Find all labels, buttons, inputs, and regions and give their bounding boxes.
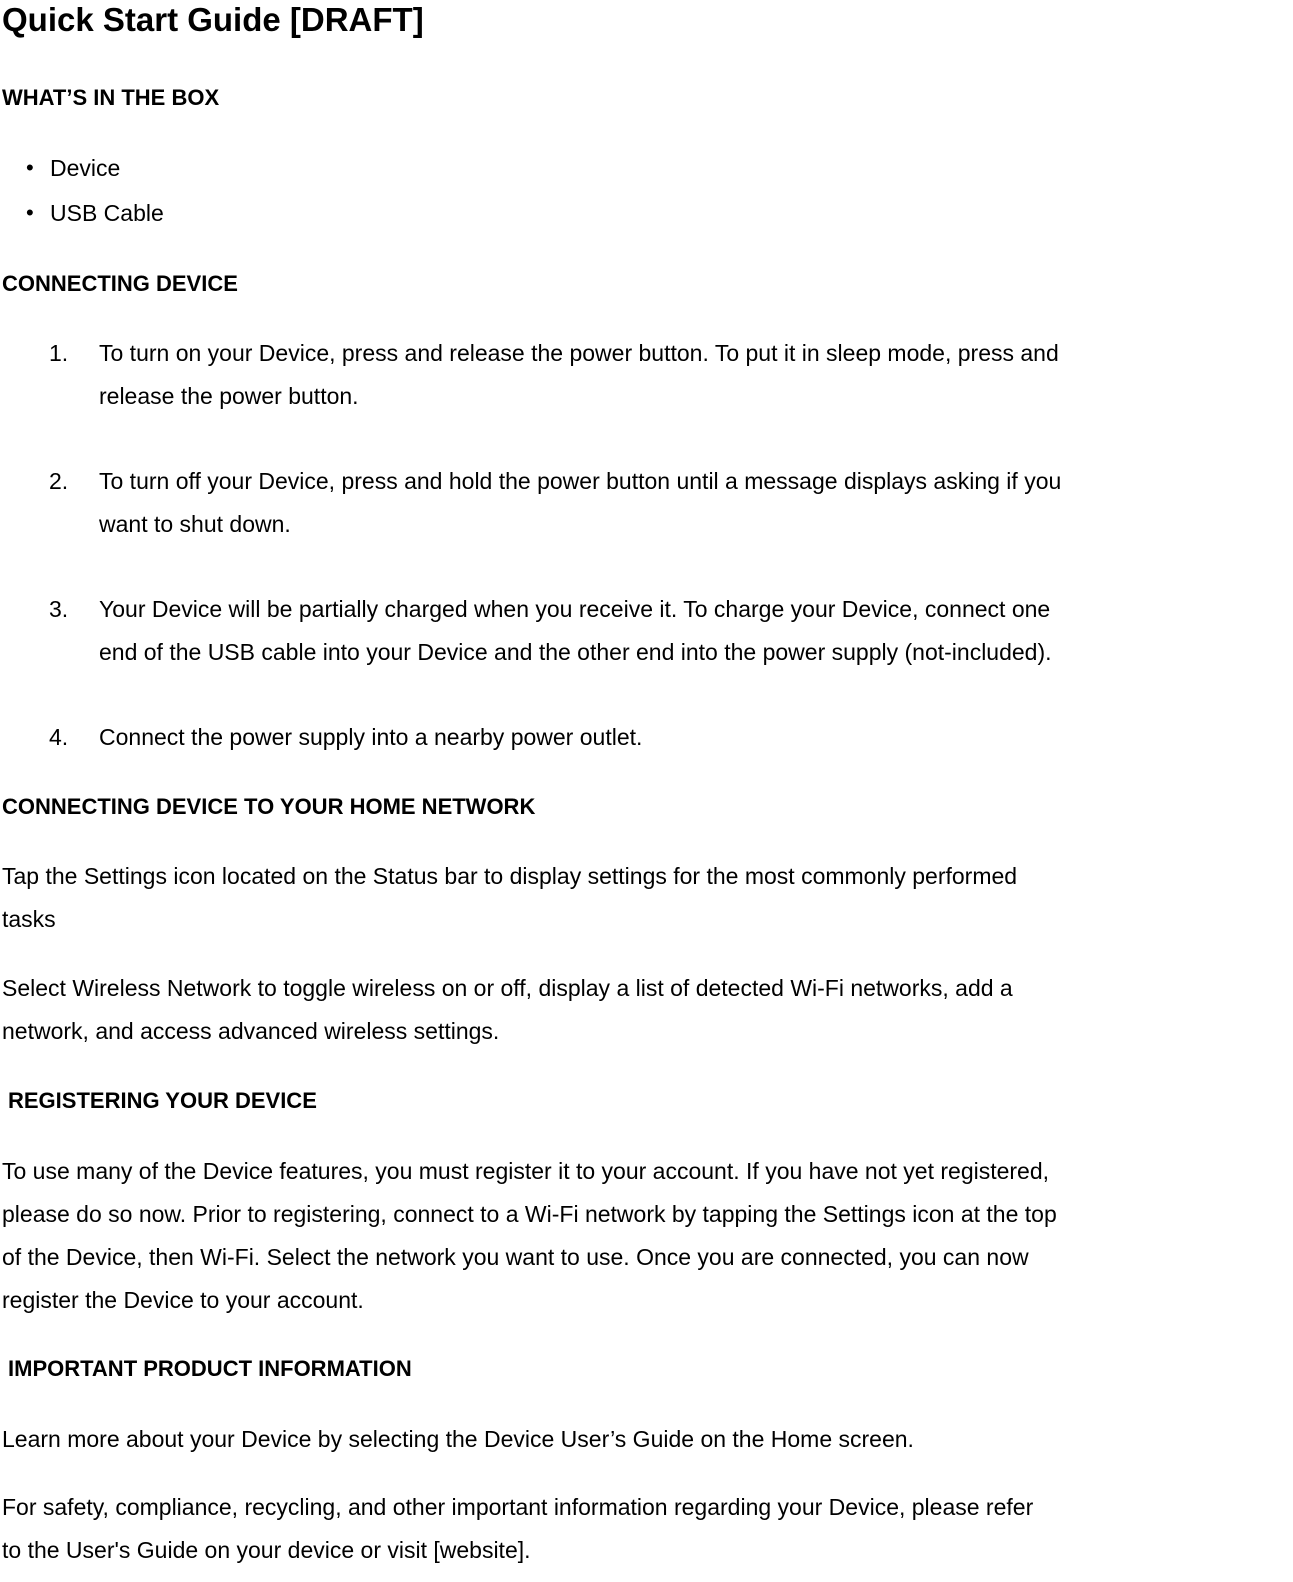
paragraph-line: For safety, compliance, recycling, and other important information regarding your Device, please refer [2,1494,1034,1520]
paragraph-line: To use many of the Device features, you must register it to your account. If you have not yet registered, [2,1158,1050,1184]
box-item-device: Device [50,155,121,181]
step-text [99,332,1269,418]
paragraph-line: to the User's Guide on your device or visit [website]. [2,1537,531,1563]
step-line: release the power button. [99,383,359,409]
registering-heading: REGISTERING YOUR DEVICE [8,1088,317,1113]
step-number: 1. [49,340,69,366]
bullet-icon: • [26,200,34,225]
step-number: 4. [49,724,69,750]
step-line: Connect the power supply into a nearby power outlet. [99,724,643,750]
registering-paragraph [2,1150,1284,1322]
step-line: want to shut down. [99,511,291,537]
bullet-icon: • [26,155,34,180]
step-text [99,588,1269,674]
step-line: end of the USB cable into your Device and the other end into the power supply (not-included). [99,639,1052,665]
important-paragraph-guide [2,1418,1284,1461]
paragraph-line: network, and access advanced wireless settings. [2,1018,500,1044]
step-line: To turn on your Device, press and release the power button. To put it in sleep mode, press and [99,340,1059,366]
paragraph-line: tasks [2,906,56,932]
paragraph-line: Tap the Settings icon located on the Status bar to display settings for the most commonly performed [2,863,1018,889]
important-paragraph-safety [2,1486,1284,1572]
step-number: 3. [49,596,69,622]
step-number: 2. [49,468,69,494]
paragraph-line: register the Device to your account. [2,1287,364,1313]
network-paragraph-wireless [2,967,1284,1053]
important-heading: IMPORTANT PRODUCT INFORMATION [8,1356,412,1381]
box-heading: WHAT’S IN THE BOX [2,85,220,110]
step-text [99,460,1269,546]
network-paragraph-settings [2,855,1284,941]
paragraph-line: please do so now. Prior to registering, connect to a Wi-Fi network by tapping the Settings icon at the top [2,1201,1057,1227]
connecting-heading: CONNECTING DEVICE [2,271,238,296]
paragraph-line: Select Wireless Network to toggle wireless on or off, display a list of detected Wi-Fi networks, add a [2,975,1013,1001]
paragraph-line: Learn more about your Device by selecting the Device User’s Guide on the Home screen. [2,1426,914,1452]
network-heading: CONNECTING DEVICE TO YOUR HOME NETWORK [2,794,536,819]
document-title: Quick Start Guide [DRAFT] [2,1,424,38]
step-text [99,716,1269,759]
paragraph-line: of the Device, then Wi-Fi. Select the network you want to use. Once you are connected, you can now [2,1244,1029,1270]
step-line: To turn off your Device, press and hold the power button until a message displays asking if you [99,468,1062,494]
box-item-usb-cable: USB Cable [50,200,164,226]
step-line: Your Device will be partially charged when you receive it. To charge your Device, connect one [99,596,1051,622]
